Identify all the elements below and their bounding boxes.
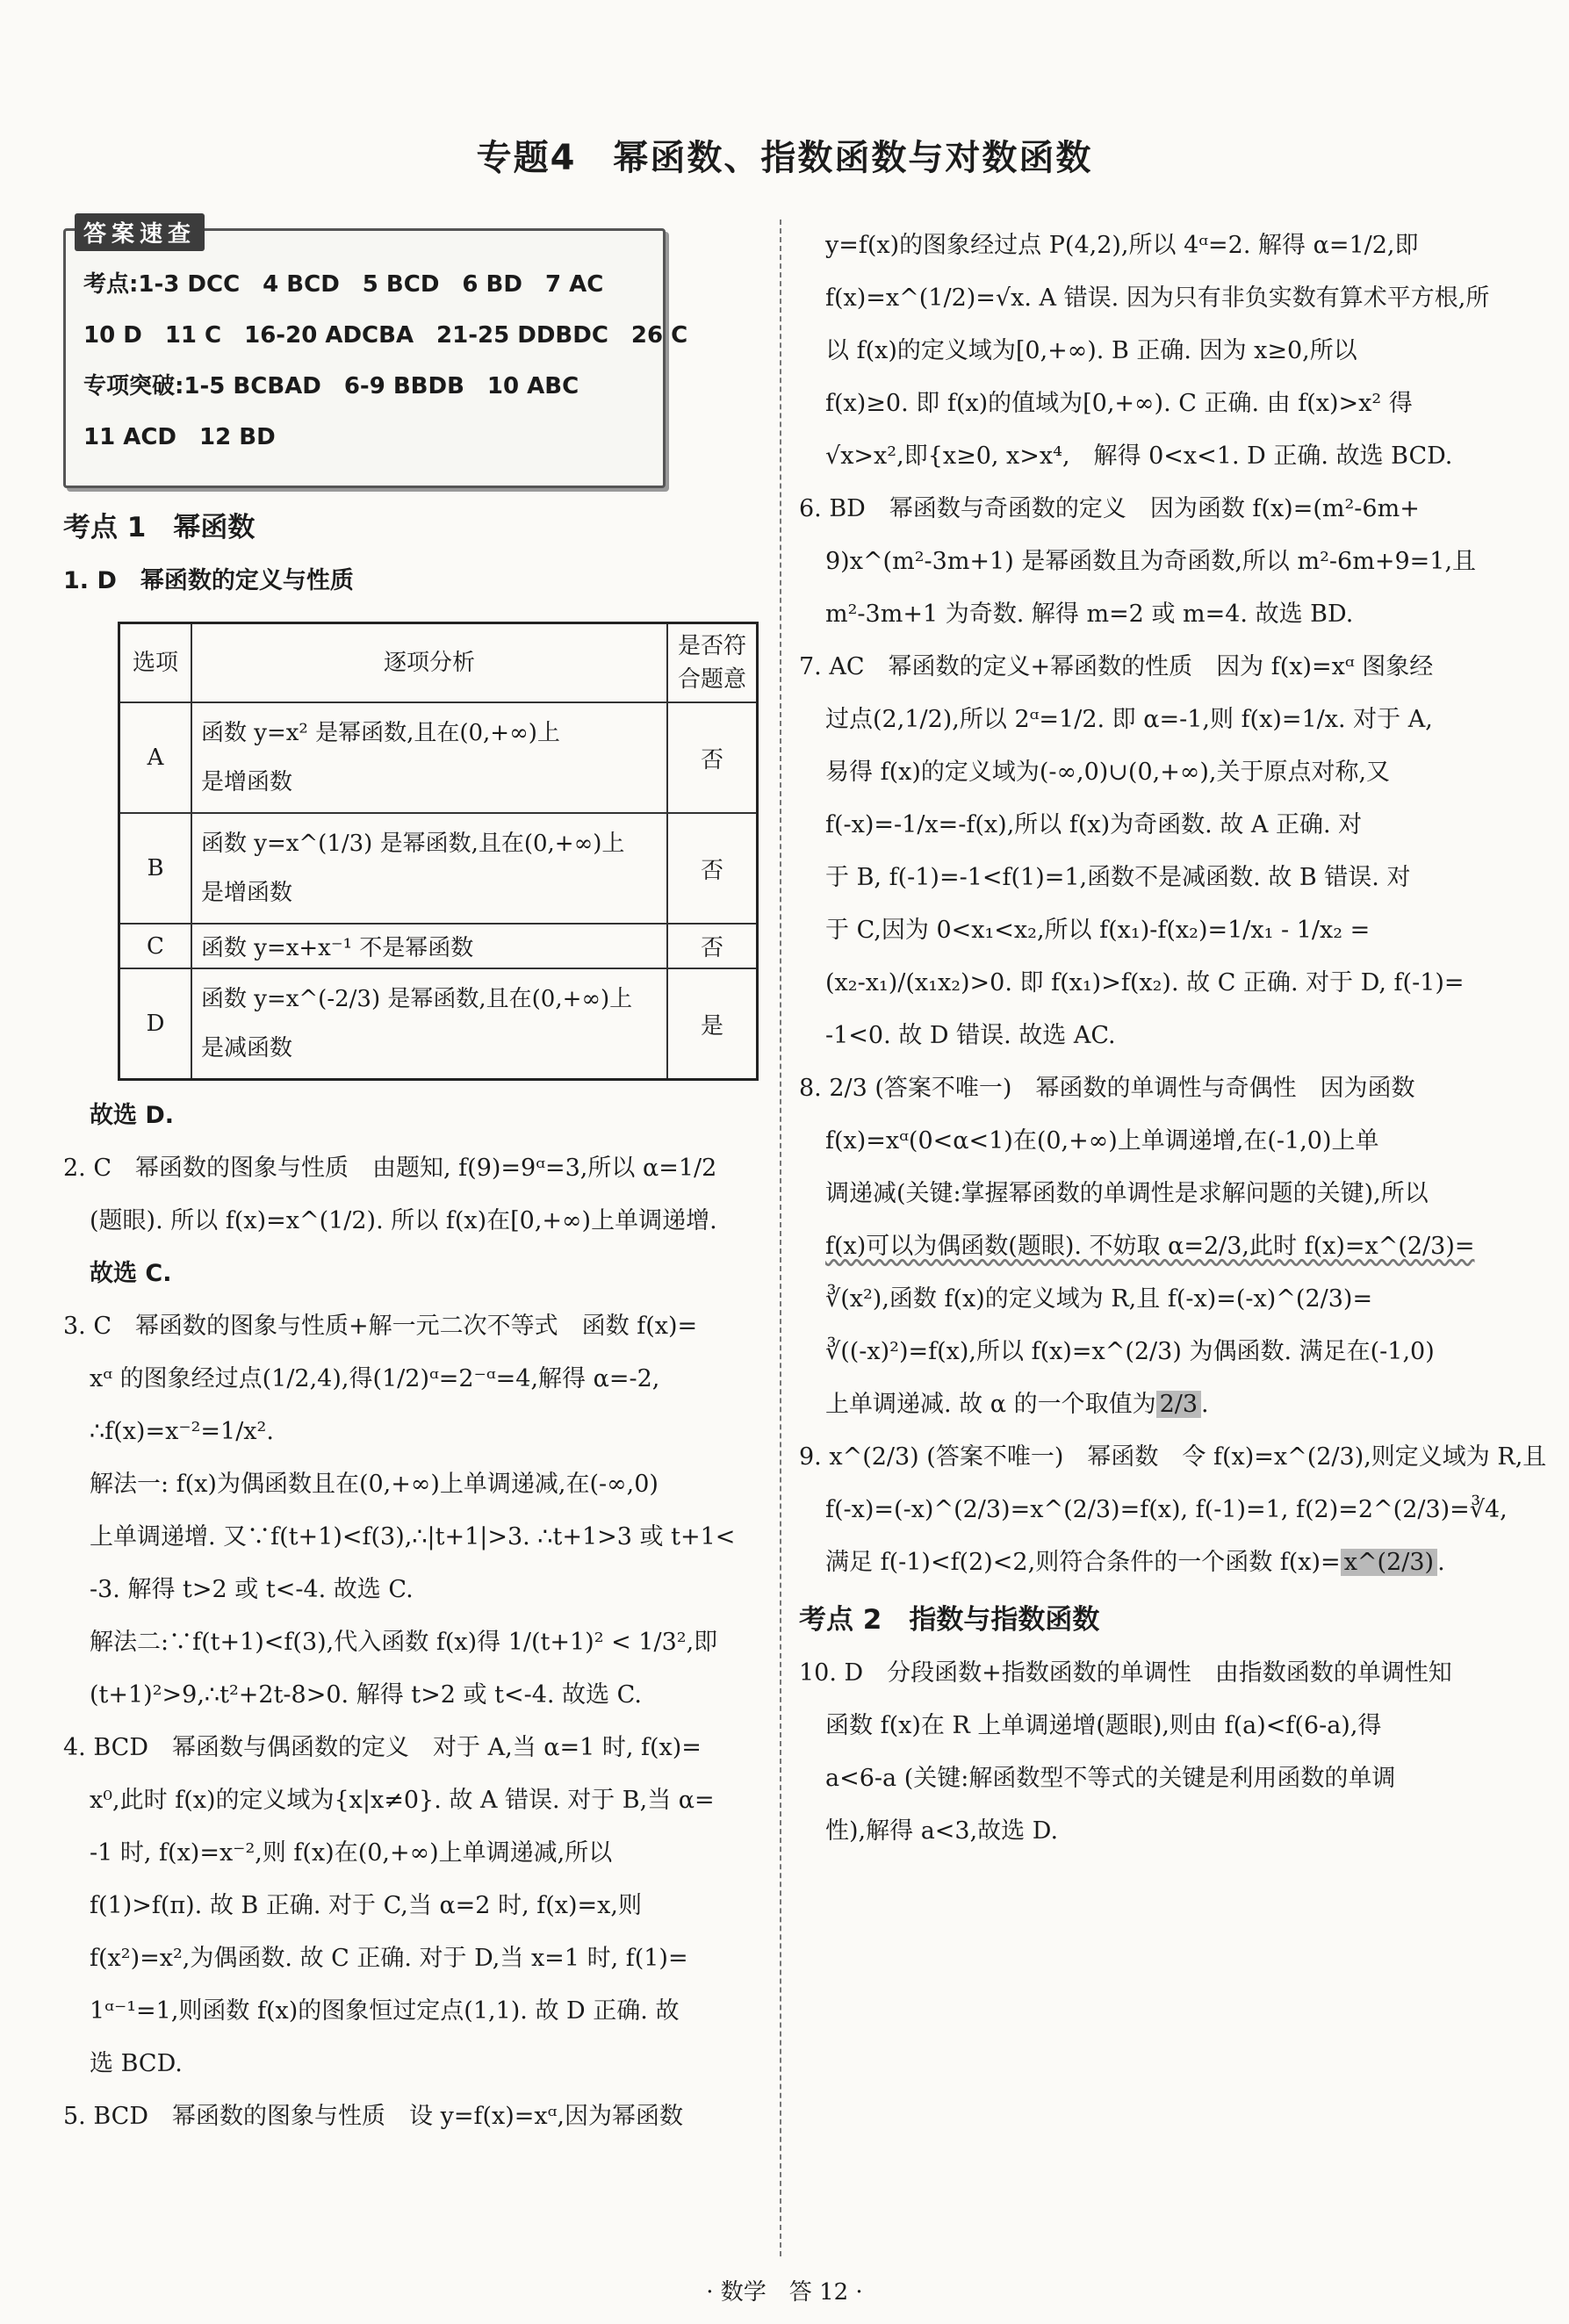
q10-line: a<6-a (关键:解函数型不等式的关键是利用函数的单调	[825, 1765, 1396, 1792]
q3-line: ∴f(x)=x⁻²=1/x².	[90, 1418, 274, 1445]
analysis-cell: 函数 y=x² 是幂函数,且在(0,+∞)上 是增函数	[191, 702, 667, 813]
table-row	[119, 968, 758, 1080]
table-header-row	[119, 623, 758, 703]
table-row	[119, 924, 758, 968]
q9-line: f(-x)=(-x)^(2/3)=x^(2/3)=f(x), f(-1)=1, f(2)=2^(2/3)=∛4,	[825, 1496, 1508, 1523]
q7-line: 易得 f(x)的定义域为(-∞,0)∪(0,+∞),关于原点对称,又	[825, 759, 1391, 786]
q4-line: 选 BCD.	[90, 2050, 183, 2077]
q9-answer-highlight: x^(2/3)	[1341, 1549, 1437, 1576]
q4-line: 1ᵅ⁻¹=1,则函数 f(x)的图象恒过定点(1,1). 故 D 正确. 故	[90, 1997, 680, 2025]
q8-line: 上单调递减. 故 α 的一个取值为 2/3 .	[825, 1391, 1209, 1418]
q7-line: 7. AC 幂函数的定义+幂函数的性质 因为 f(x)=xᵅ 图象经	[799, 653, 1434, 680]
q4-line: -1 时, f(x)=x⁻²,则 f(x)在(0,+∞)上单调递减,所以	[90, 1839, 613, 1867]
q10-line: 函数 f(x)在 R 上单调递增(题眼),则由 f(a)<f(6-a),得	[825, 1712, 1382, 1739]
answer-line: 专项突破:1-5 BCBAD 6-9 BBDB 10 ABC	[83, 373, 579, 399]
q8-line: ∛((-x)²)=f(x),所以 f(x)=x^(2/3) 为偶函数. 满足在(-1,0)	[825, 1338, 1435, 1365]
result-cell: 否	[667, 924, 758, 968]
page-title: 专题4 幂函数、指数函数与对数函数	[476, 138, 1093, 178]
analysis-cell: 函数 y=x+x⁻¹ 不是幂函数	[191, 924, 667, 968]
q5-line: y=f(x)的图象经过点 P(4,2),所以 4ᵅ=2. 解得 α=1/2,即	[825, 232, 1419, 259]
q1-conclusion: 故选 D.	[90, 1102, 175, 1129]
q8-line: 调递减(关键:掌握幂函数的单调性是求解问题的关键),所以	[825, 1180, 1429, 1207]
table-row	[119, 813, 758, 924]
q6-line: 6. BD 幂函数与奇函数的定义 因为函数 f(x)=(m²-6m+	[799, 495, 1420, 522]
q3-line: (t+1)²>9,∴t²+2t-8>0. 解得 t>2 或 t<-4. 故选 C.	[90, 1681, 642, 1709]
option-cell: A	[119, 702, 192, 813]
q7-line: -1<0. 故 D 错误. 故选 AC.	[825, 1022, 1116, 1049]
q8-line: ∛(x²),函数 f(x)的定义域为 R,且 f(-x)=(-x)^(2/3)=	[825, 1285, 1373, 1313]
option-cell: B	[119, 813, 192, 924]
q9-line: 满足 f(-1)<f(2)<2,则符合条件的一个函数 f(x)= x^(2/3) .	[825, 1549, 1445, 1576]
option-cell: C	[119, 924, 192, 968]
q3-line: 3. C 幂函数的图象与性质+解一元二次不等式 函数 f(x)=	[63, 1313, 698, 1340]
q3-line: 解法二:∵f(t+1)<f(3),代入函数 f(x)得 1/(t+1)² < 1/3²,即	[90, 1629, 718, 1656]
q4-line: f(x²)=x²,为偶函数. 故 C 正确. 对于 D,当 x=1 时, f(1)=	[90, 1945, 688, 1972]
page-footer: · 数学 答 12 ·	[706, 2279, 863, 2306]
column-divider	[780, 219, 781, 2256]
q8-line: f(x)可以为偶函数(题眼). 不妨取 α=2/3,此时 f(x)=x^(2/3)=	[825, 1233, 1475, 1260]
q3-line: 上单调递增. 又∵f(t+1)<f(3),∴|t+1|>3. ∴t+1>3 或 t+1<	[90, 1523, 736, 1551]
q5-line: f(x)≥0. 即 f(x)的值域为[0,+∞). C 正确. 由 f(x)>x² 得	[825, 390, 1413, 417]
result-cell: 否	[667, 702, 758, 813]
q1-heading: 1. D 幂函数的定义与性质	[63, 567, 354, 594]
q7-line: 于 C,因为 0<x₁<x₂,所以 f(x₁)-f(x₂)=1/x₁ - 1/x₂ =	[825, 917, 1371, 944]
option-cell: D	[119, 968, 192, 1080]
table-header: 选项	[119, 623, 192, 703]
answer-line: 考点:1-3 DCC 4 BCD 5 BCD 6 BD 7 AC	[83, 271, 604, 298]
q6-line: m²-3m+1 为奇数. 解得 m=2 或 m=4. 故选 BD.	[825, 601, 1354, 628]
q5-line: 5. BCD 幂函数的图象与性质 设 y=f(x)=xᵅ,因为幂函数	[63, 2103, 683, 2130]
q8-line: f(x)=xᵅ(0<α<1)在(0,+∞)上单调递增,在(-1,0)上单	[825, 1127, 1379, 1155]
answer-line: 11 ACD 12 BD	[83, 424, 276, 450]
q1-analysis-table	[118, 622, 759, 1081]
result-cell: 否	[667, 813, 758, 924]
q9-line: 9. x^(2/3) (答案不唯一) 幂函数 令 f(x)=x^(2/3),则定义域为 R,且	[799, 1443, 1547, 1471]
q8-line: 8. 2/3 (答案不唯一) 幂函数的单调性与奇偶性 因为函数	[799, 1075, 1415, 1102]
table-row	[119, 702, 758, 813]
q7-line: 过点(2,1/2),所以 2ᵅ=1/2. 即 α=-1,则 f(x)=1/x. 对于 A,	[825, 706, 1433, 733]
q5-line: f(x)=x^(1/2)=√x. A 错误. 因为只有非负实数有算术平方根,所	[825, 284, 1490, 312]
answer-box-badge: 答案速查	[75, 213, 205, 251]
result-cell: 是	[667, 968, 758, 1080]
table-header: 是否符合题意	[667, 623, 758, 703]
q6-line: 9)x^(m²-3m+1) 是幂函数且为奇函数,所以 m²-6m+9=1,且	[825, 548, 1477, 575]
q5-line: √x>x²,即{x≥0, x>x⁴, 解得 0<x<1. D 正确. 故选 BCD.	[825, 442, 1453, 470]
q4-line: x⁰,此时 f(x)的定义域为{x|x≠0}. 故 A 错误. 对于 B,当 α=	[90, 1787, 715, 1814]
q8-answer-highlight: 2/3	[1156, 1391, 1201, 1418]
q7-line: (x₂-x₁)/(x₁x₂)>0. 即 f(x₁)>f(x₂). 故 C 正确. 对于 D, f(-1)=	[825, 969, 1465, 997]
analysis-cell: 函数 y=x^(-2/3) 是幂函数,且在(0,+∞)上 是减函数	[191, 968, 667, 1080]
answer-line: 10 D 11 C 16-20 ADCBA 21-25 DDBDC 26 C	[83, 322, 688, 349]
q2-line: 2. C 幂函数的图象与性质 由题知, f(9)=9ᵅ=3,所以 α=1/2	[63, 1155, 717, 1182]
analysis-cell: 函数 y=x^(1/3) 是幂函数,且在(0,+∞)上 是增函数	[191, 813, 667, 924]
q4-line: 4. BCD 幂函数与偶函数的定义 对于 A,当 α=1 时, f(x)=	[63, 1734, 702, 1761]
section-heading: 考点 2 指数与指数函数	[799, 1604, 1100, 1636]
table-header: 逐项分析	[191, 623, 667, 703]
answer-quick-check-box	[63, 221, 688, 488]
q2-line: (题眼). 所以 f(x)=x^(1/2). 所以 f(x)在[0,+∞)上单调递增.	[90, 1207, 717, 1234]
q2-line: 故选 C.	[90, 1260, 172, 1287]
q3-line: 解法一: f(x)为偶函数且在(0,+∞)上单调递减,在(-∞,0)	[90, 1471, 659, 1498]
q7-line: f(-x)=-1/x=-f(x),所以 f(x)为奇函数. 故 A 正确. 对	[825, 811, 1363, 838]
section-heading: 考点 1 幂函数	[63, 512, 256, 543]
q5-line: 以 f(x)的定义域为[0,+∞). B 正确. 因为 x≥0,所以	[825, 337, 1357, 364]
q10-line: 性),解得 a<3,故选 D.	[825, 1817, 1059, 1845]
q10-line: 10. D 分段函数+指数函数的单调性 由指数函数的单调性知	[799, 1659, 1452, 1687]
right-column	[799, 219, 1547, 1858]
q4-line: f(1)>f(π). 故 B 正确. 对于 C,当 α=2 时, f(x)=x,则	[90, 1892, 642, 1919]
q3-line: -3. 解得 t>2 或 t<-4. 故选 C.	[90, 1576, 414, 1603]
q3-line: xᵅ 的图象经过点(1/2,4),得(1/2)ᵅ=2⁻ᵅ=4,解得 α=-2,	[90, 1365, 660, 1392]
left-column	[63, 219, 766, 2143]
q7-line: 于 B, f(-1)=-1<f(1)=1,函数不是减函数. 故 B 错误. 对	[825, 864, 1411, 891]
